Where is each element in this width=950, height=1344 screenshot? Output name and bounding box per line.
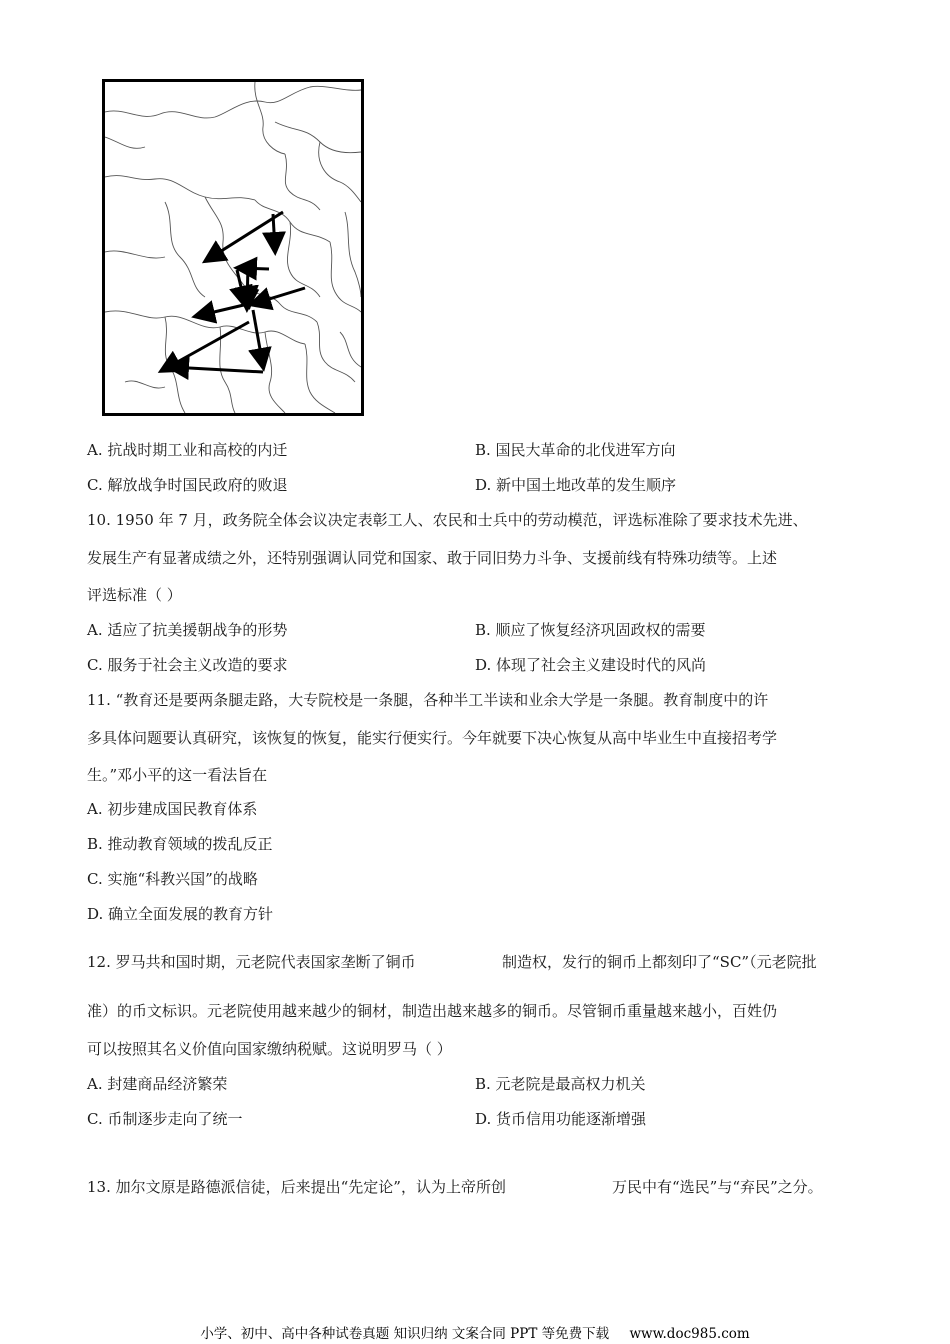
q10-stem-line3: 评选标准（ ） — [87, 586, 182, 604]
q12-stem-line3: 可以按照其名义价值向国家缴纳税赋。这说明罗马（ ） — [87, 1040, 452, 1058]
page-footer — [0, 1322, 950, 1342]
q9-option-d: D. 新中国土地改革的发生顺序 — [475, 476, 677, 494]
q9-option-a: A. 抗战时期工业和高校的内迁 — [87, 441, 288, 459]
footer-text: 小学、初中、高中各种试卷真题 知识归纳 文案合同 PPT 等免费下载 — [200, 1326, 610, 1342]
q12-option-b: B. 元老院是最高权力机关 — [475, 1075, 646, 1093]
q11-option-c: C. 实施“科教兴国”的战略 — [87, 870, 258, 888]
q13-stem-line1b: 万民中有“选民”与“弃民”之分。 — [612, 1178, 823, 1196]
q10-option-b: B. 顺应了恢复经济巩固政权的需要 — [475, 621, 706, 639]
q10-option-c: C. 服务于社会主义改造的要求 — [87, 656, 288, 674]
q11-stem-line2: 多具体问题要认真研究，该恢复的恢复，能实行便实行。今年就要下决心恢复从高中毕业生中直接招考学 — [87, 729, 778, 747]
q12-option-a: A. 封建商品经济繁荣 — [87, 1075, 228, 1093]
q10-stem-line1: 10. 1950 年 7 月，政务院全体会议决定表彰工人、农民和士兵中的劳动模范，评选标准除了要求技术先进、 — [87, 511, 808, 529]
q11-option-d: D. 确立全面发展的教育方针 — [87, 905, 274, 923]
q12-stem-line2: 准）的币文标识。元老院使用越来越少的铜材，制造出越来越多的铜币。尽管铜币重量越来越小，百姓仍 — [87, 1002, 778, 1020]
china-map-illustration — [105, 82, 361, 413]
q11-stem-line1: 11. “教育还是要两条腿走路，大专院校是一条腿，各种半工半读和业余大学是一条腿。教育制度中的许 — [87, 691, 769, 709]
q10-stem-line2: 发展生产有显著成绩之外，还特别强调认同党和国家、敢于同旧势力斗争、支援前线有特殊功绩等。上述 — [87, 549, 778, 567]
q11-option-b: B. 推动教育领域的拨乱反正 — [87, 835, 273, 853]
q12-stem-line1b: 制造权，发行的铜币上都刻印了“SC”（元老院批 — [502, 953, 817, 971]
q9-option-b: B. 国民大革命的北伐进军方向 — [475, 441, 676, 459]
q11-option-a: A. 初步建成国民教育体系 — [87, 800, 258, 818]
q12-stem-line1a: 12. 罗马共和国时期，元老院代表国家垄断了铜币 — [87, 953, 416, 971]
map-figure — [102, 79, 364, 416]
footer-url[interactable]: www.doc985.com — [629, 1326, 750, 1342]
q12-option-c: C. 币制逐步走向了统一 — [87, 1110, 243, 1128]
q13-stem-line1a: 13. 加尔文原是路德派信徒，后来提出“先定论”，认为上帝所创 — [87, 1178, 506, 1196]
q9-option-c: C. 解放战争时国民政府的败退 — [87, 476, 288, 494]
q10-option-a: A. 适应了抗美援朝战争的形势 — [87, 621, 288, 639]
q11-stem-line3: 生。”邓小平的这一看法旨在 — [87, 766, 268, 784]
q12-option-d: D. 货币信用功能逐渐增强 — [475, 1110, 647, 1128]
q10-option-d: D. 体现了社会主义建设时代的风尚 — [475, 656, 707, 674]
